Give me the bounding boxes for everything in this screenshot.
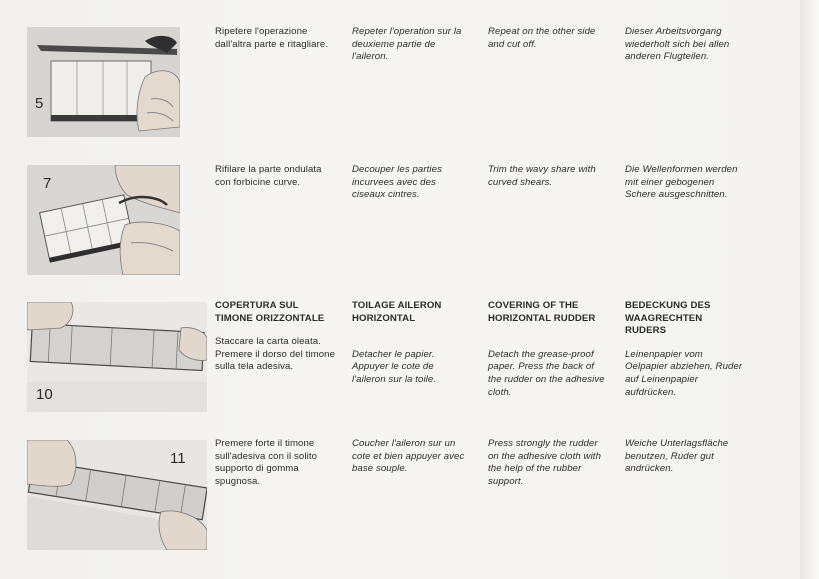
step-7-en-text: Trim the wavy share with curved shears. xyxy=(488,164,596,188)
step-7-it-text: Rifilare la parte ondulata con forbicine curve. xyxy=(215,164,322,188)
step-10-en-text: Detach the grease-proof paper. Press the back of the rudder on the adhesive cloth. xyxy=(488,348,605,398)
step-11-fr-text: Coucher l'aileron sur un cote et bien appuyer avec base souple. xyxy=(352,438,465,475)
step-10-it xyxy=(215,300,335,374)
step-5-fr-text: Repeter l'operation sur la deuxieme partie de l'aileron. xyxy=(352,26,462,63)
step-10-fr xyxy=(352,300,470,387)
step-11-en-text: Press strongly the rudder on the adhesive cloth with the help of the rubber support. xyxy=(488,438,601,487)
step-5-fr xyxy=(352,26,470,64)
step-10-de-text: Leinenpapier vom Oelpapier abziehen, Ruder auf Leinenpapier aufdrücken. xyxy=(625,348,743,398)
step-10-fr-text: Detacher le papier. Appuyer le cote de l'aileron sur la toile. xyxy=(352,348,437,385)
step-11-de-text: Weiche Unterlagsfläche benutzen, Ruder gut andrücken. xyxy=(625,438,729,475)
step-7-fr-text: Decouper les parties incurvees avec des ciseaux cintres. xyxy=(352,164,442,201)
step-11-fr xyxy=(352,438,470,476)
step-11-it-text: Premere forte il timone sull'adesiva con il solito supporto di gomma spugnosa. xyxy=(215,438,318,487)
page-gutter xyxy=(800,0,819,579)
step-7-it xyxy=(215,164,335,189)
step-11-photo xyxy=(27,440,207,550)
step-10-it-text: Staccare la carta oleata. Premere il dorso del timone sulla tela adesiva. xyxy=(215,336,336,373)
step-5-de-text: Dieser Arbeitsvorgang wiederholt sich bei allen anderen Flugteilen. xyxy=(625,26,730,63)
step-11-number: 11 xyxy=(170,450,186,467)
step-7-de xyxy=(625,164,745,202)
step-10-de xyxy=(625,300,745,399)
step-5-it xyxy=(215,26,335,51)
step-5-photo xyxy=(27,27,180,137)
step-10-fr-heading: TOILAGE AILERON HORIZONTAL xyxy=(352,300,442,324)
step-11-de xyxy=(625,438,745,476)
step-5-number: 5 xyxy=(35,95,44,112)
step-11-it xyxy=(215,438,335,488)
step-5-en xyxy=(488,26,608,51)
step-7-de-text: Die Wellenformen werden mit einer gebogenen Schere ausgeschnitten. xyxy=(625,164,738,201)
step-7-fr xyxy=(352,164,470,202)
step-5-de xyxy=(625,26,745,64)
step-5-it-text: Ripetere l'operazione dall'altra parte e ritagliare. xyxy=(215,26,329,50)
scissors-cutting-icon xyxy=(27,27,180,137)
step-10-de-heading: BEDECKUNG DES WAAGRECHTEN RUDERS xyxy=(625,300,711,337)
step-10-it-heading: COPERTURA SUL TIMONE ORIZZONTALE xyxy=(215,300,325,324)
step-10-number: 10 xyxy=(36,386,53,403)
step-7-photo xyxy=(27,165,180,275)
step-7-en xyxy=(488,164,608,189)
step-10-en xyxy=(488,300,608,399)
step-5-en-text: Repeat on the other side and cut off. xyxy=(488,26,596,50)
rudder-cloth-icon xyxy=(27,302,207,412)
step-7-number: 7 xyxy=(43,175,52,192)
step-10-photo xyxy=(27,302,207,412)
step-10-en-heading: COVERING OF THE HORIZONTAL RUDDER xyxy=(488,300,596,324)
step-11-en xyxy=(488,438,608,488)
